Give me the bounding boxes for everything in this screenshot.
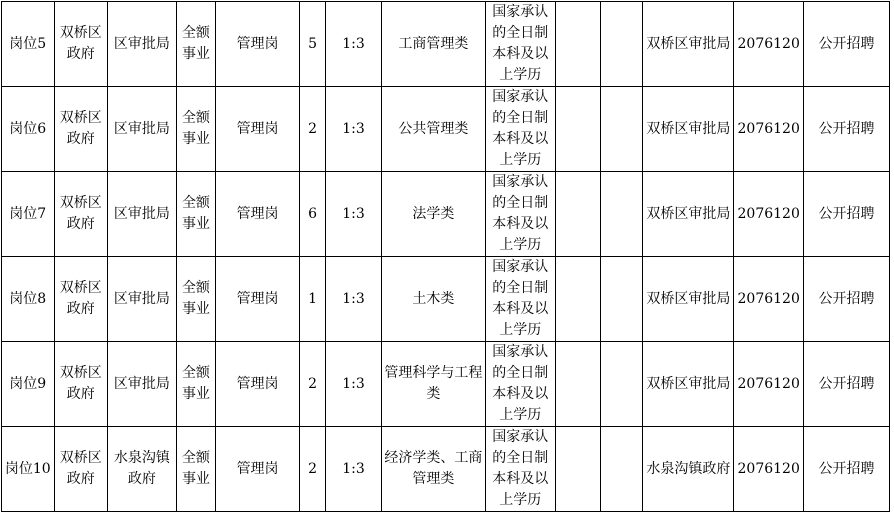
count-cell: 1 [299,257,325,342]
major-cell: 土木类 [381,257,485,342]
department-cell: 区审批局 [108,87,177,172]
method-cell: 公开招聘 [804,87,890,172]
other-cell [555,172,600,257]
category-cell: 管理岗 [216,87,300,172]
department-cell: 区审批局 [108,2,177,87]
contact-cell: 水泉沟镇政府 [643,427,734,512]
ratio-cell: 1:3 [326,342,382,427]
education-cell: 国家承认的全日制本科及以上学历 [485,172,555,257]
post-cell: 岗位9 [2,342,55,427]
major-cell: 经济学类、工商管理类 [381,427,485,512]
major-cell: 法学类 [381,172,485,257]
blank-cell [601,2,643,87]
department-cell: 区审批局 [108,172,177,257]
education-cell: 国家承认的全日制本科及以上学历 [485,427,555,512]
district-cell: 双桥区政府 [54,172,108,257]
count-cell: 5 [299,2,325,87]
district-cell: 双桥区政府 [54,342,108,427]
contact-cell: 双桥区审批局 [643,172,734,257]
count-cell: 2 [299,342,325,427]
post-cell: 岗位7 [2,172,55,257]
department-cell: 区审批局 [108,257,177,342]
table-row [2,427,890,512]
contact-cell: 双桥区审批局 [643,2,734,87]
table-row [2,257,890,342]
nature-cell: 全额事业 [176,2,215,87]
education-cell: 国家承认的全日制本科及以上学历 [485,87,555,172]
phone-cell: 2076120 [734,2,804,87]
blank-cell [601,427,643,512]
category-cell: 管理岗 [216,2,300,87]
blank-cell [601,342,643,427]
blank-cell [601,87,643,172]
department-cell: 区审批局 [108,342,177,427]
contact-cell: 双桥区审批局 [643,342,734,427]
phone-cell: 2076120 [734,342,804,427]
phone-cell: 2076120 [734,172,804,257]
district-cell: 双桥区政府 [54,257,108,342]
post-cell: 岗位6 [2,87,55,172]
phone-cell: 2076120 [734,427,804,512]
district-cell: 双桥区政府 [54,427,108,512]
count-cell: 2 [299,87,325,172]
category-cell: 管理岗 [216,427,300,512]
job-table-container [1,1,890,512]
nature-cell: 全额事业 [176,427,215,512]
job-table [1,1,890,512]
other-cell [555,87,600,172]
other-cell [555,257,600,342]
post-cell: 岗位10 [2,427,55,512]
major-cell: 公共管理类 [381,87,485,172]
district-cell: 双桥区政府 [54,2,108,87]
method-cell: 公开招聘 [804,257,890,342]
category-cell: 管理岗 [216,342,300,427]
method-cell: 公开招聘 [804,342,890,427]
major-cell: 工商管理类 [381,2,485,87]
education-cell: 国家承认的全日制本科及以上学历 [485,257,555,342]
other-cell [555,2,600,87]
contact-cell: 双桥区审批局 [643,257,734,342]
nature-cell: 全额事业 [176,172,215,257]
phone-cell: 2076120 [734,87,804,172]
major-cell: 管理科学与工程类 [381,342,485,427]
ratio-cell: 1:3 [326,172,382,257]
ratio-cell: 1:3 [326,87,382,172]
other-cell [555,342,600,427]
education-cell: 国家承认的全日制本科及以上学历 [485,342,555,427]
ratio-cell: 1:3 [326,427,382,512]
count-cell: 6 [299,172,325,257]
method-cell: 公开招聘 [804,172,890,257]
ratio-cell: 1:3 [326,257,382,342]
category-cell: 管理岗 [216,257,300,342]
other-cell [555,427,600,512]
phone-cell: 2076120 [734,257,804,342]
method-cell: 公开招聘 [804,427,890,512]
blank-cell [601,257,643,342]
table-row [2,87,890,172]
nature-cell: 全额事业 [176,257,215,342]
post-cell: 岗位8 [2,257,55,342]
ratio-cell: 1:3 [326,2,382,87]
count-cell: 2 [299,427,325,512]
district-cell: 双桥区政府 [54,87,108,172]
category-cell: 管理岗 [216,172,300,257]
table-row [2,2,890,87]
department-cell: 水泉沟镇政府 [108,427,177,512]
table-row [2,172,890,257]
nature-cell: 全额事业 [176,342,215,427]
contact-cell: 双桥区审批局 [643,87,734,172]
table-row [2,342,890,427]
education-cell: 国家承认的全日制本科及以上学历 [485,2,555,87]
blank-cell [601,172,643,257]
nature-cell: 全额事业 [176,87,215,172]
post-cell: 岗位5 [2,2,55,87]
method-cell: 公开招聘 [804,2,890,87]
